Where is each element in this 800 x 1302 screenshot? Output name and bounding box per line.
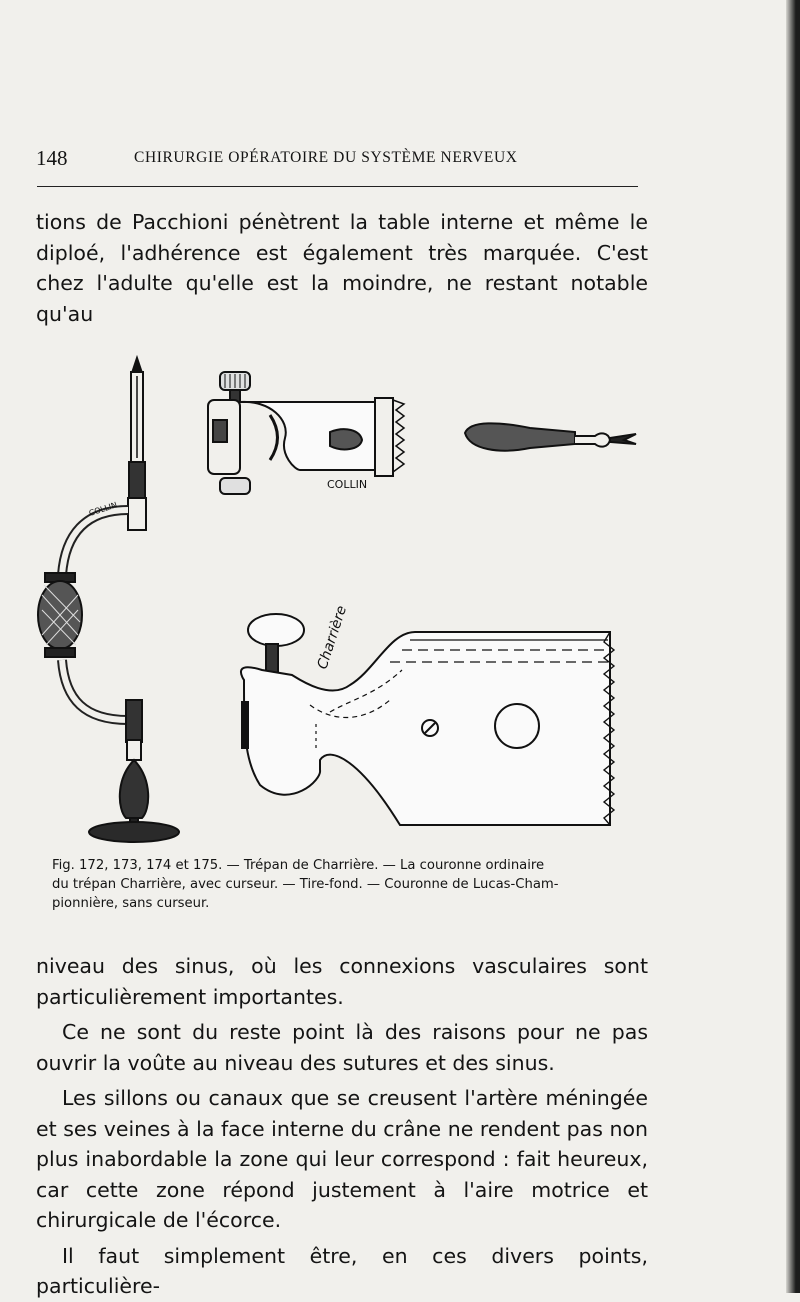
paragraph: Il faut simplement être, en ces divers points, particulière- xyxy=(36,1243,648,1298)
lucas-championniere-crown-illustration xyxy=(241,614,614,825)
running-header xyxy=(36,146,636,170)
paragraph: niveau des sinus, où les connexions vasculaires sont particulièrement importantes. xyxy=(36,954,648,1009)
page-number: 148 xyxy=(36,146,68,170)
tire-fond-illustration xyxy=(465,423,636,450)
trepan-brace-illustration xyxy=(38,358,179,842)
text-block-top xyxy=(36,207,648,329)
paragraph: Les sillons ou canaux que se creusent l'artère méningée et ses veines à la face interne du crâne ne rendent pas non plus inabordable la zone qui leur correspond : fait heureux, car cette zone répond justement à l'aire motrice et chirurgicale de l'écorce. xyxy=(36,1086,648,1232)
caption-line: du trépan Charrière, avec curseur. — Tire-fond. — Couronne de Lucas-Cham- xyxy=(52,877,559,892)
maker-mark-brace: COLLIN xyxy=(87,500,119,518)
maker-signature: Charrière xyxy=(314,603,351,672)
paragraph: Ce ne sont du reste point là des raisons pour ne pas ouvrir la voûte au niveau des sutures et des sinus. xyxy=(36,1020,648,1075)
figure-caption xyxy=(52,856,642,913)
maker-mark-crown: COLLIN xyxy=(327,478,368,491)
figure-trepan-instruments xyxy=(30,340,650,855)
header-rule xyxy=(37,186,638,187)
page-edge-shadow xyxy=(786,0,800,1293)
caption-line: Fig. 172, 173, 174 et 175. — Trépan de Charrière. — La couronne ordinaire xyxy=(52,858,545,873)
text-block-bottom xyxy=(36,951,648,1302)
crown-with-cursor-illustration xyxy=(208,372,404,494)
caption-line: pionnière, sans curseur. xyxy=(52,896,210,911)
paragraph: tions de Pacchioni pénètrent la table interne et même le diploé, l'adhérence est également très marquée. C'est chez l'adulte qu'elle est la moindre, ne restant notable qu'au xyxy=(36,210,648,326)
figure-illustration xyxy=(30,340,650,855)
running-title: CHIRURGIE OPÉRATOIRE DU SYSTÈME NERVEUX xyxy=(134,149,518,166)
